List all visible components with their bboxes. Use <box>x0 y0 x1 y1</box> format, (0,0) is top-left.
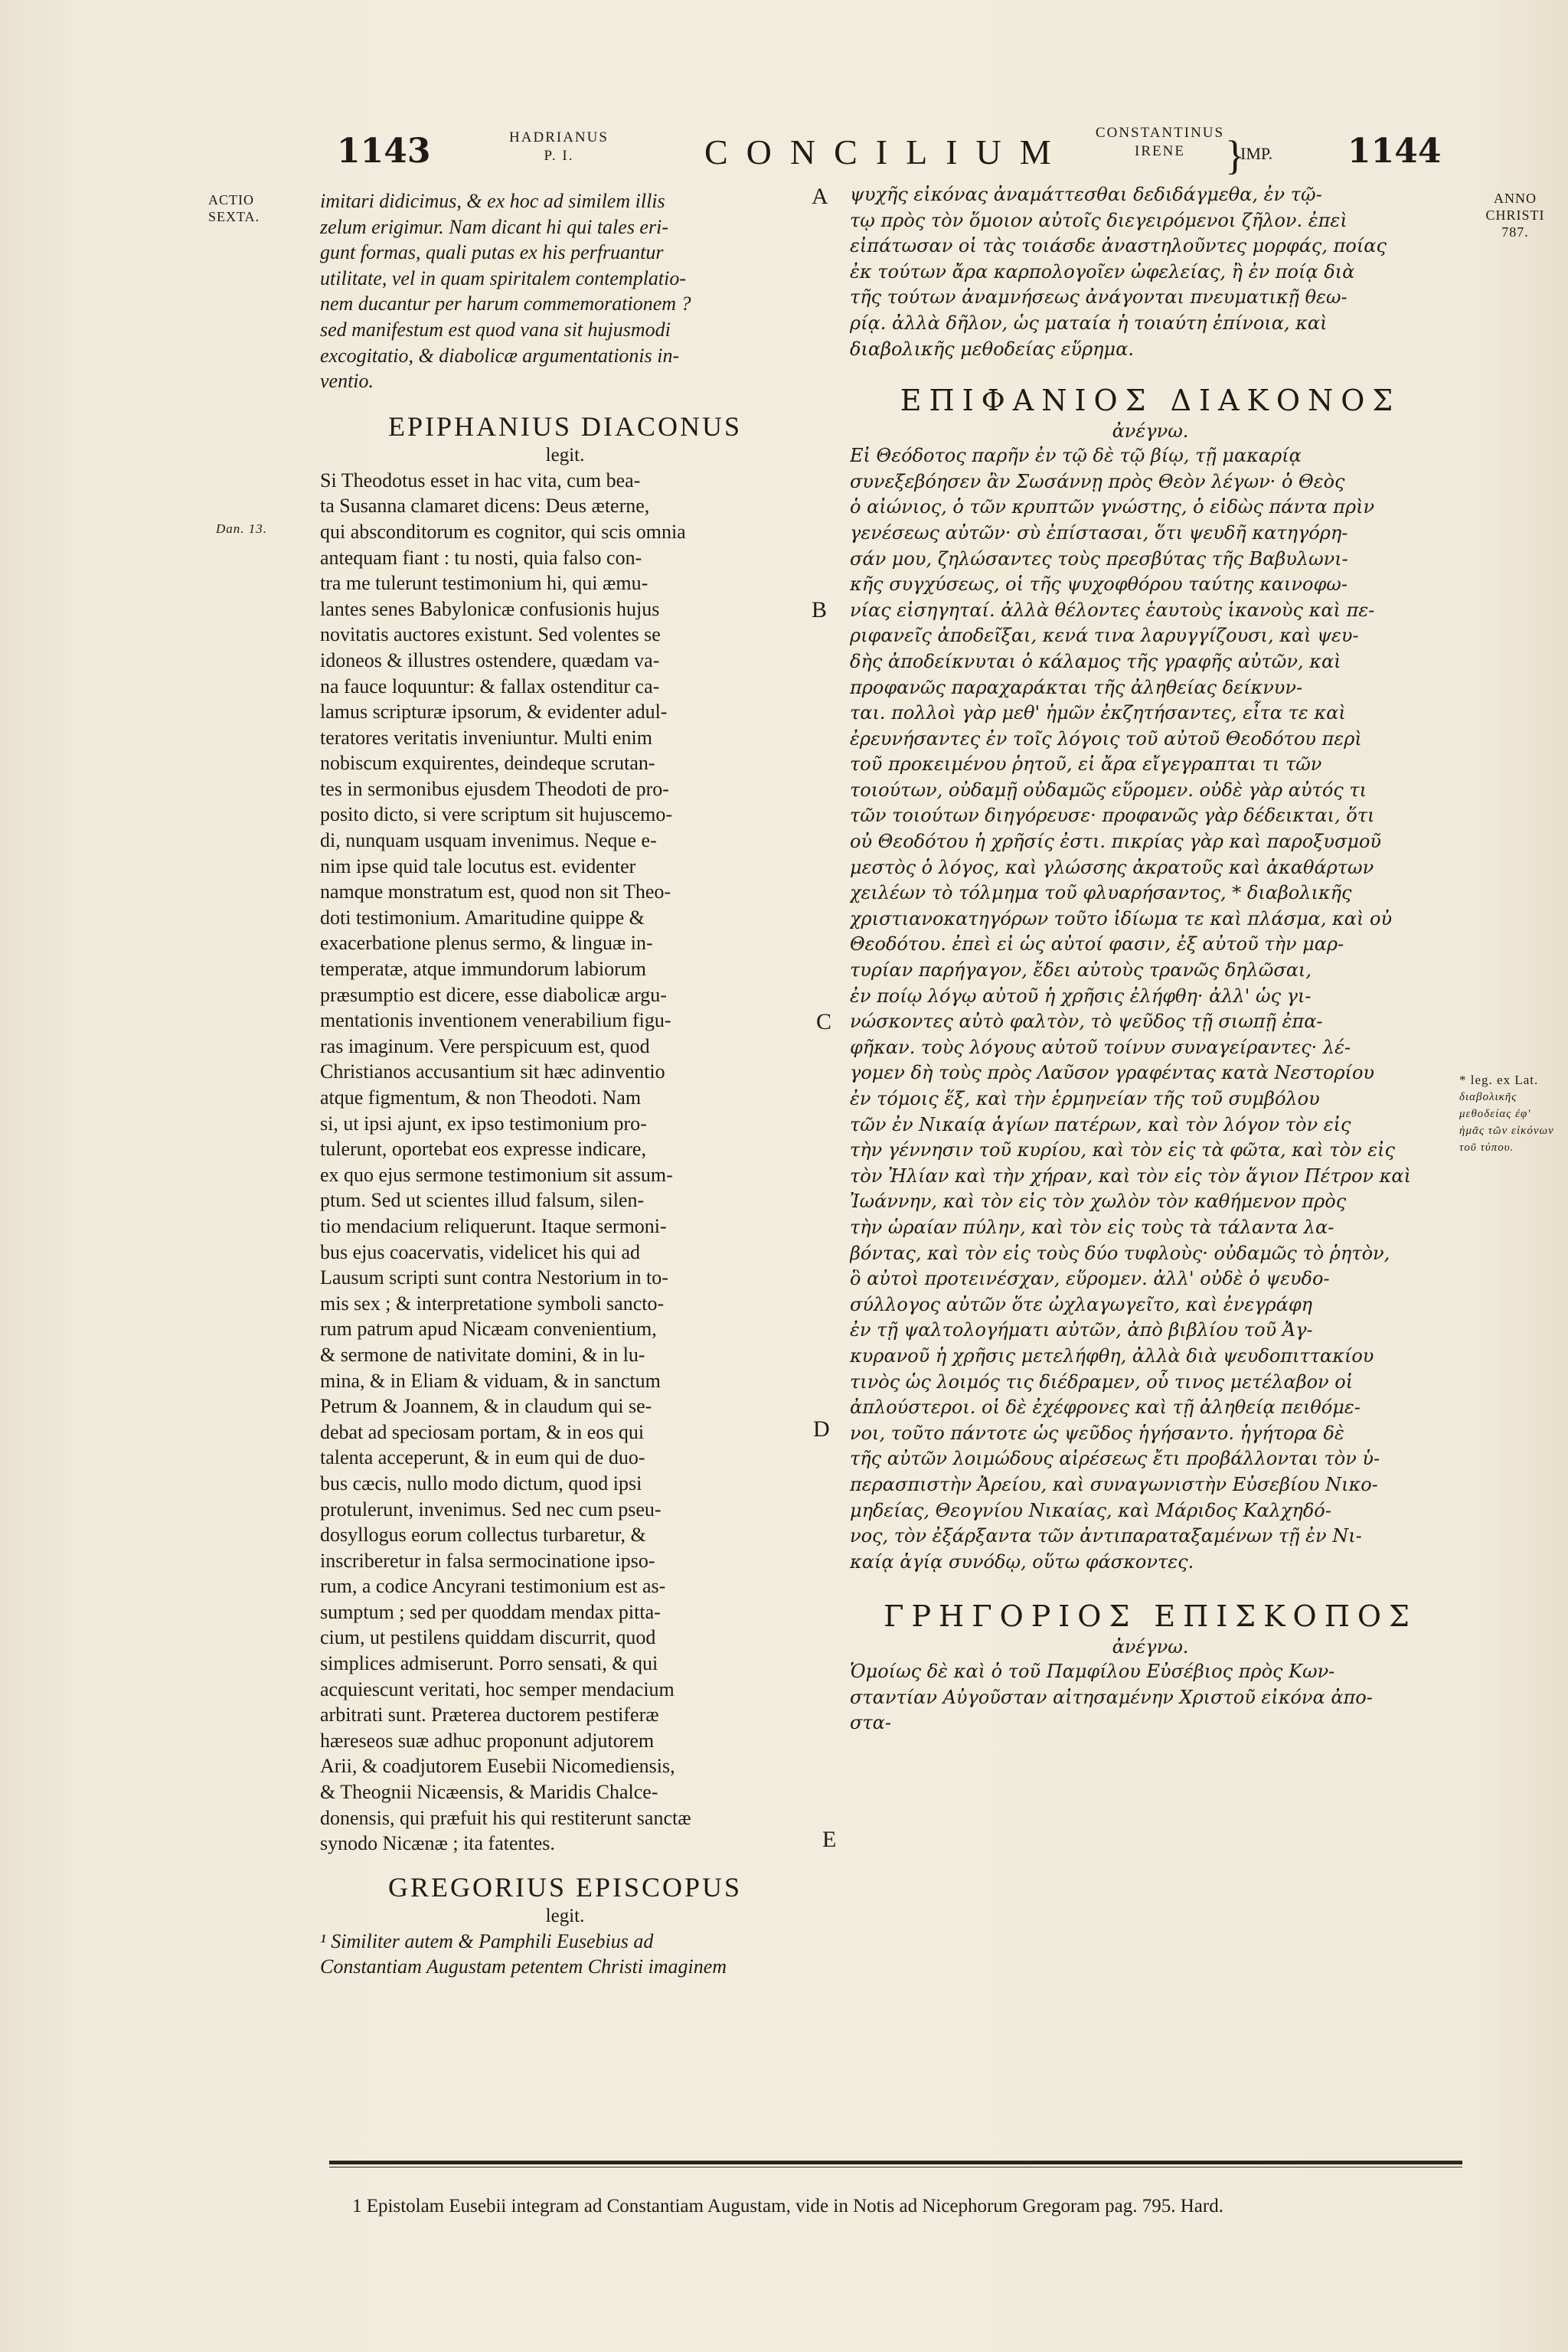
greek-text-line: τὴν γέννησιν τοῦ κυρίου, καὶ τὸν εἰς τὰ φῶτα, καὶ τὸν εἰς <box>850 1139 1395 1161</box>
greek-text-line: ται. πολλοὶ γὰρ μεθ' ἡμῶν ἐκζητήσαντες, εἶτα τε καὶ <box>850 702 1346 724</box>
greek-text-line: νώσκοντες αὐτὸ φαλτὸν, τὸ ψεῦδος τῇ σιωπῇ ἐπα- <box>850 1011 1323 1033</box>
latin-text-line: bus ejus coacervatis, videlicet his qui ad <box>320 1240 641 1263</box>
greek-text-line: τῆς τούτων ἀναμνήσεως ἀνάγονται πνευματικῇ θεω- <box>850 286 1348 309</box>
greek-text-line: βόντας, καὶ τὸν εἰς τοὺς δύο τυφλοὺς· οὐδαμῶς τὸ ῥητὸν, <box>850 1242 1390 1264</box>
latin-text-line: tes in sermonibus ejusdem Theodoti de pro- <box>320 777 669 800</box>
greek-text-line: τὴν ὡραίαν πύλην, καὶ τὸν εἰς τοὺς τὰ τάλαντα λα- <box>850 1216 1334 1238</box>
latin-legit-1: legit. <box>545 444 585 466</box>
greek-heading-epiphanios: ΕΠΙΦΑΝΙΟΣ ΔΙΑΚΟΝΟΣ <box>900 384 1401 418</box>
greek-text-line: τῳ πρὸς τὸν ὅμοιον αὐτοῖς διεγειρόμενοι ζῆλον. ἐπεὶ <box>850 209 1348 231</box>
latin-intro <box>320 188 810 394</box>
latin-text-line: donensis, qui præfuit his qui restiterunt sanctæ <box>320 1806 691 1829</box>
latin-text-line: Petrum & Joannem, & in claudum qui se- <box>320 1395 652 1418</box>
greek-text-line: διαβολικῆς μεθοδείας εὕρημα. <box>850 338 1134 360</box>
latin-text-line: temperatæ, atque immundorum labiorum <box>320 958 647 981</box>
greek-text-line: ἐν ποίῳ λόγῳ αὐτοῦ ἡ χρῆσις ἐλήφθη· ἀλλ' ὡς γι- <box>850 985 1312 1007</box>
section-letter-d: D <box>813 1416 830 1442</box>
latin-text-line: posito dicto, si vere scriptum sit hujuscemo- <box>320 803 672 826</box>
latin-text-line: ras imaginum. Vere perspicuum est, quod <box>320 1034 650 1057</box>
greek-text-line: τοῦ προκειμένου ῥητοῦ, εἰ ἄρα εἴγεγραπται τι τῶν <box>850 753 1322 776</box>
margin-leg-note-latin: * leg. ex Lat. <box>1459 1073 1539 1087</box>
latin-text-line: qui absconditorum es cognitor, qui scis omnia <box>320 520 686 543</box>
section-letter-a: A <box>812 184 828 209</box>
latin-text-line: mentationis inventionem venerabilium figu- <box>320 1009 671 1032</box>
footnote-rule <box>329 2161 1462 2164</box>
margin-actio-line2: SEXTA. <box>208 209 260 224</box>
greek-text-line: περασπιστὴν Ἀρείου, καὶ συναγωνιστὴν Εὐσεβίου Νικο- <box>850 1473 1378 1495</box>
greek-text-line: στα- <box>850 1712 891 1734</box>
latin-text-line: si, ut ipsi ajunt, ex ipso testimonium pro- <box>320 1112 647 1135</box>
latin-text-line: Lausum scripti sunt contra Nestorium in to- <box>320 1266 668 1289</box>
latin-text-line: zelum erigimur. Nam dicant hi qui tales eri- <box>320 215 668 238</box>
latin-column <box>320 188 810 1980</box>
latin-text-line: ventio. <box>320 370 374 393</box>
section-letter-e: E <box>822 1827 837 1852</box>
greek-text-line: ἐκ τούτων ἄρα καρπολογοῖεν ὠφελείας, ἢ ἐν ποίᾳ διὰ <box>850 260 1355 283</box>
greek-body <box>850 443 1451 1575</box>
latin-text-line: nim ipse quid tale locutus est. evidenter <box>320 854 636 877</box>
running-head-emperor-2: IRENE <box>1135 143 1185 159</box>
latin-tail <box>320 1929 810 1980</box>
greek-text-line: καίᾳ ἁγίᾳ συνόδῳ, οὕτω φάσκοντες. <box>850 1550 1194 1573</box>
greek-text-line: Ὁμοίως δὲ καὶ ὁ τοῦ Παμφίλου Εὐσέβιος πρὸς Κων- <box>850 1661 1335 1683</box>
greek-text-line: ὃ αὐτοὶ προτεινέσχαν, εὕρομεν. ἀλλ' οὐδὲ ὁ ψευδο- <box>850 1268 1330 1290</box>
margin-anno-line1: ANNO <box>1494 191 1537 206</box>
latin-text-line: synodo Nicænæ ; ita fatentes. <box>320 1832 555 1855</box>
margin-anno <box>1473 190 1557 240</box>
latin-text-line: protulerunt, invenimus. Sed nec cum pseu- <box>320 1498 662 1521</box>
greek-text-line: τὸν Ἠλίαν καὶ τὴν χήραν, καὶ τὸν εἰς τὸν ἅγιον Πέτρον καὶ <box>850 1165 1411 1187</box>
latin-text-line: di, nunquam usquam invenimus. Neque e- <box>320 829 657 852</box>
latin-text-line: novitatis auctores existunt. Sed volentes se <box>320 623 661 646</box>
greek-column <box>850 182 1451 1736</box>
running-head-pope <box>482 129 635 190</box>
latin-text-line: & sermone de nativitate domini, & in lu- <box>320 1343 645 1366</box>
greek-text-line: γενέσεως αὐτῶν· σὺ ἐπίστασαι, ὅτι ψευδῆ κατηγόρη- <box>850 521 1348 544</box>
running-head-pope-title: P. I. <box>544 148 574 164</box>
latin-text-line: rum patrum apud Nicæam convenientium, <box>320 1318 657 1341</box>
margin-leg-note-greek: διαβολικῆς μεθοδείας ἐφ' ἡμᾶς τῶν εἰκόνων τοῦ τύπου. <box>1459 1091 1554 1154</box>
running-head-pope-name: HADRIANUS <box>509 129 609 145</box>
running-head-emperor-1: CONSTANTINUS <box>1095 125 1225 141</box>
latin-heading-epiphanius: EPIPHANIUS DIACONUS <box>387 410 743 442</box>
running-head-emperors <box>1072 124 1248 185</box>
latin-text-line: Christianos accusantium sit hæc adinventio <box>320 1060 665 1083</box>
greek-text-line: τῶν τοιούτων διηγόρευσε· προφανῶς γὰρ δέδεικται, ὅτι <box>850 805 1375 827</box>
latin-text-line: Arii, & coadjutorem Eusebii Nicomediensis, <box>320 1755 675 1778</box>
greek-text-line: τινὸς ὡς λοιμός τις διέδραμεν, οὗ τινος μετέλαβον οἱ <box>850 1370 1354 1393</box>
latin-text-line: tulerunt, oportebat eos expresse indicare, <box>320 1138 646 1161</box>
latin-text-line: ptum. Sed ut scientes illud falsum, silen- <box>320 1189 645 1212</box>
latin-text-line: præsumptio est dicere, esse diabolicæ argu- <box>320 983 667 1006</box>
latin-text-line: exacerbatione plenus sermo, & linguæ in- <box>320 932 653 955</box>
greek-text-line: ἀπλούστεροι. οἱ δὲ ἐχέφρονες καὶ τῇ ἀληθείᾳ πειθόμε- <box>850 1396 1361 1419</box>
latin-text-line: tio mendacium reliquerunt. Itaque sermoni- <box>320 1214 667 1237</box>
latin-text-line: ¹ Similiter autem & Pamphili Eusebius ad <box>320 1929 654 1952</box>
greek-text-line: ρίᾳ. ἀλλὰ δῆλον, ὡς ματαία ἡ τοιαύτη ἐπίνοια, καὶ <box>850 312 1328 334</box>
latin-text-line: sumptum ; sed per quoddam mendax pitta- <box>320 1600 661 1623</box>
latin-text-line: idoneos & illustres ostendere, quædam va- <box>320 648 660 671</box>
greek-legit-2: ἀνέγνω. <box>1112 1636 1189 1658</box>
latin-text-line: inscriberetur in falsa sermocinatione ipso- <box>320 1549 655 1572</box>
latin-text-line: rum, a codice Ancyrani testimonium est as- <box>320 1575 666 1598</box>
greek-text-line: συνεξεβόησεν ἂν Σωσάννῃ πρὸς Θεὸν λέγων· ὁ Θεὸς <box>850 470 1345 492</box>
greek-text-line: προφανῶς παραχαράκται τῆς ἀληθείας δείκνυν- <box>850 676 1303 698</box>
margin-leg-note <box>1459 1072 1559 1156</box>
greek-text-line: χειλέων τὸ τόλμημα τοῦ φλυαρήσαντος, * διαβολικῆς <box>850 882 1352 904</box>
greek-text-line: ὁ αἰώνιος, ὁ τῶν κρυπτῶν γνώστης, ὁ εἰδὼς πάντα πρὶν <box>850 496 1375 518</box>
latin-text-line: sed manifestum est quod vana sit hujusmodi <box>320 318 671 341</box>
latin-text-line: hæreseos suæ adhuc proponunt adjutorem <box>320 1729 655 1752</box>
greek-text-line: κῆς συγχύσεως, οἱ τῆς ψυχοφθόρου ταύτης καινοφω- <box>850 573 1348 596</box>
greek-legit-1: ἀνέγνω. <box>1112 420 1189 443</box>
running-head-imp: IMP. <box>1240 144 1273 163</box>
greek-text-line: ἐρευνήσαντες ἐν τοῖς λόγοις τοῦ αὐτοῦ Θεοδότου περὶ <box>850 727 1362 750</box>
brace-glyph: } <box>1225 132 1245 178</box>
margin-anno-line3: 787. <box>1501 224 1529 240</box>
latin-text-line: lantes senes Babylonicæ confusionis hujus <box>320 597 660 620</box>
latin-text-line: acquiescunt veritati, hoc semper mendacium <box>320 1677 675 1700</box>
latin-text-line: & Theognii Nicæensis, & Maridis Chalce- <box>320 1781 658 1804</box>
latin-text-line: simplices admiserunt. Porro sensati, & qui <box>320 1652 658 1675</box>
greek-text-line: χριστιανοκατηγόρων τοῦτο ἰδίωμα τε καὶ πλάσμα, καὶ οὐ <box>850 907 1393 929</box>
greek-text-line: δὴς ἀποδείκνυται ὁ κάλαμος τῆς γραφῆς αὐτῶν, καὶ <box>850 650 1341 672</box>
margin-anno-line2: CHRISTI <box>1485 207 1545 223</box>
greek-heading-gregorios: ΓΡΗΓΟΡΙΟΣ ΕΠΙΣΚΟΠΟΣ <box>884 1599 1417 1634</box>
greek-text-line: νίας εἰσηγηταί. ἀλλὰ θέλοντες ἑαυτοὺς ἱκανοὺς καὶ πε- <box>850 599 1375 621</box>
greek-text-line: ψυχῆς εἰκόνας ἀναμάττεσθαι δεδιδάγμεθα, ἐν τῷ- <box>850 184 1322 205</box>
greek-text-line: τοιούτων, οὐδαμῇ οὐδαμῶς εὕρομεν. οὐδὲ γὰρ αὐτός τι <box>850 779 1367 801</box>
latin-text-line: teratores veritatis inveniuntur. Multi enim <box>320 726 652 749</box>
latin-text-line: doti testimonium. Amaritudine quippe & <box>320 906 645 929</box>
greek-text-line: μεστὸς ὁ λόγος, καὶ γλώσσης ἀκρατοῦς καὶ ἀκαθάρτων <box>850 856 1374 878</box>
greek-text-line: τῆς αὐτῶν λοιμώδους αἱρέσεως ἔτι προβάλλονται τὸν ὑ- <box>850 1448 1380 1470</box>
latin-text-line: mina, & in Eliam & viduam, & in sanctum <box>320 1369 661 1392</box>
greek-text-line: σάν μου, ζηλώσαντες τοὺς πρεσβύτας τῆς Βαβυλωνι- <box>850 547 1348 570</box>
running-head-title: CONCILIUM <box>704 132 1070 172</box>
latin-text-line: arbitrati sunt. Præterea ductorem pestiferæ <box>320 1704 659 1726</box>
greek-text-line: κυρανοῦ ἡ χρῆσις μετελήφθη, ἀλλὰ διὰ ψευδοπιττακίου <box>850 1344 1374 1367</box>
greek-text-line: Ἰωάννην, καὶ τὸν εἰς τὸν χωλὸν τὸν καθήμενον πρὸς <box>850 1191 1347 1213</box>
latin-text-line: namque monstratum est, quod non sit Theo- <box>320 880 671 903</box>
greek-text-line: σύλλογος αὐτῶν ὅτε ὠχλαγωγεῖτο, καὶ ἐνεγράφη <box>850 1293 1313 1315</box>
latin-heading-gregorius: GREGORIUS EPISCOPUS <box>387 1871 743 1903</box>
latin-text-line: antequam fiant : tu nosti, quia falso con- <box>320 546 642 569</box>
latin-text-line: Si Theodotus esset in hac vita, cum bea- <box>320 469 641 492</box>
footnote: 1 Epistolam Eusebii integram ad Constantiam Augustam, vide in Notis ad Nicephorum Gregoram pag. 795. Hard. <box>352 2196 1223 2216</box>
margin-actio <box>208 191 308 225</box>
greek-text-line: νοι, τοῦτο πάντοτε ὡς ψεῦδος ἡγήσαντο. ἡγήτορα δὲ <box>850 1422 1344 1444</box>
greek-text-line: μηδείας, Θεογνίου Νικαίας, καὶ Μάριδος Καλχηδό- <box>850 1499 1331 1521</box>
greek-text-line: σταντίαν Αὐγοῦσταν αἰτησαμένην Χριστοῦ εἰκόνα ἀπο- <box>850 1686 1373 1708</box>
latin-text-line: nobiscum exquirentes, deindeque scrutan- <box>320 752 655 775</box>
greek-text-line: οὐ Θεοδότου ἡ χρῆσίς ἐστι. πικρίας γὰρ καὶ παροξυσμοῦ <box>850 831 1381 853</box>
greek-text-line: Εἰ Θεόδοτος παρῆν ἐν τῷ δὲ τῷ βίῳ, τῇ μακαρίᾳ <box>850 445 1302 467</box>
latin-text-line: cium, ut pestilens quiddam discurrit, quod <box>320 1626 656 1649</box>
greek-text-line: γομεν δὴ τοὺς πρὸς Λαῦσον γραφέντας κατὰ Νεστορίου <box>850 1062 1375 1084</box>
section-letter-b: B <box>812 597 828 622</box>
greek-tail <box>850 1659 1451 1736</box>
latin-text-line: gunt formas, quali putas ex his perfruantur <box>320 241 664 264</box>
margin-daniel-ref: Dan. 13. <box>216 521 268 536</box>
latin-text-line: utilitate, vel in quam spiritalem contemplatio- <box>320 266 687 289</box>
latin-text-line: Constantiam Augustam petentem Christi imaginem <box>320 1955 727 1978</box>
latin-body <box>320 468 810 1857</box>
latin-text-line: mis sex ; & interpretatione symboli sancto- <box>320 1292 665 1315</box>
greek-text-line: φῆκαν. τοὺς λόγους αὐτοῦ τοίνυν συναγείραντες· λέ- <box>850 1036 1351 1058</box>
latin-text-line: debat ad speciosam portam, & in eos qui <box>320 1420 645 1443</box>
greek-text-line: τυρίαν παρήγαγον, ἔδει αὐτοὺς τρανῶς δηλῶσαι, <box>850 959 1312 982</box>
latin-text-line: talenta acceperunt, & in eum qui de duo- <box>320 1446 645 1469</box>
section-letter-c: C <box>816 1009 832 1034</box>
greek-text-line: νος, τὸν ἐξάρξαντα τῶν ἀντιπαραταξαμένων τῇ ἐν Νι- <box>850 1525 1362 1547</box>
latin-legit-2: legit. <box>545 1905 585 1926</box>
greek-text-line: ἐν τῇ ψαλτολογήματι αὐτῶν, ἀπὸ βιβλίου τοῦ Ἀγ- <box>850 1319 1313 1341</box>
greek-text-line: Θεοδότου. ἐπεὶ εἰ ὡς αὐτοί φασιν, ἐξ αὐτοῦ τὴν μαρ- <box>850 933 1344 956</box>
latin-text-line: bus cæcis, nullo modo dictum, quod ipsi <box>320 1472 642 1494</box>
page-number-left: 1143 <box>337 132 431 171</box>
latin-text-line: nem ducantur per harum commemorationem ? <box>320 292 691 315</box>
latin-text-line: excogitatio, & diabolicæ argumentationis in- <box>320 344 680 367</box>
latin-text-line: atque figmentum, & non Theodoti. Nam <box>320 1086 642 1109</box>
latin-text-line: lamus scripturæ ipsorum, & evidenter adul- <box>320 701 668 724</box>
greek-intro <box>850 182 1451 362</box>
latin-text-line: na fauce loquuntur: & fallax ostenditur ca- <box>320 675 660 697</box>
margin-actio-line1: ACTIO <box>208 192 254 207</box>
page-number-right: 1144 <box>1348 132 1442 171</box>
latin-text-line: imitari didicimus, & ex hoc ad similem illis <box>320 190 665 212</box>
greek-text-line: εἰπάτωσαν οἱ τὰς τοιάσδε ἀναστηλοῦντες μορφάς, ποίας <box>850 235 1387 257</box>
latin-text-line: tra me tulerunt testimonium hi, qui æmu- <box>320 572 648 595</box>
latin-text-line: ta Susanna clamaret dicens: Deus æterne, <box>320 495 650 518</box>
greek-text-line: τῶν ἐν Νικαίᾳ ἁγίων πατέρων, καὶ τὸν λόγον τὸν εἰς <box>850 1113 1351 1135</box>
latin-text-line: ex quo ejus sermone testimonium sit assum- <box>320 1163 673 1186</box>
greek-text-line: ἐν τόμοις ἕξ, καὶ τὴν ἑρμηνείαν τῆς τοῦ συμβόλου <box>850 1088 1320 1109</box>
greek-text-line: ριφανεῖς ἀποδεῖξαι, κενά τινα λαρυγγίζουσι, καὶ ψευ- <box>850 625 1359 647</box>
latin-text-line: dosyllogus eorum collectus turbaretur, & <box>320 1524 646 1547</box>
